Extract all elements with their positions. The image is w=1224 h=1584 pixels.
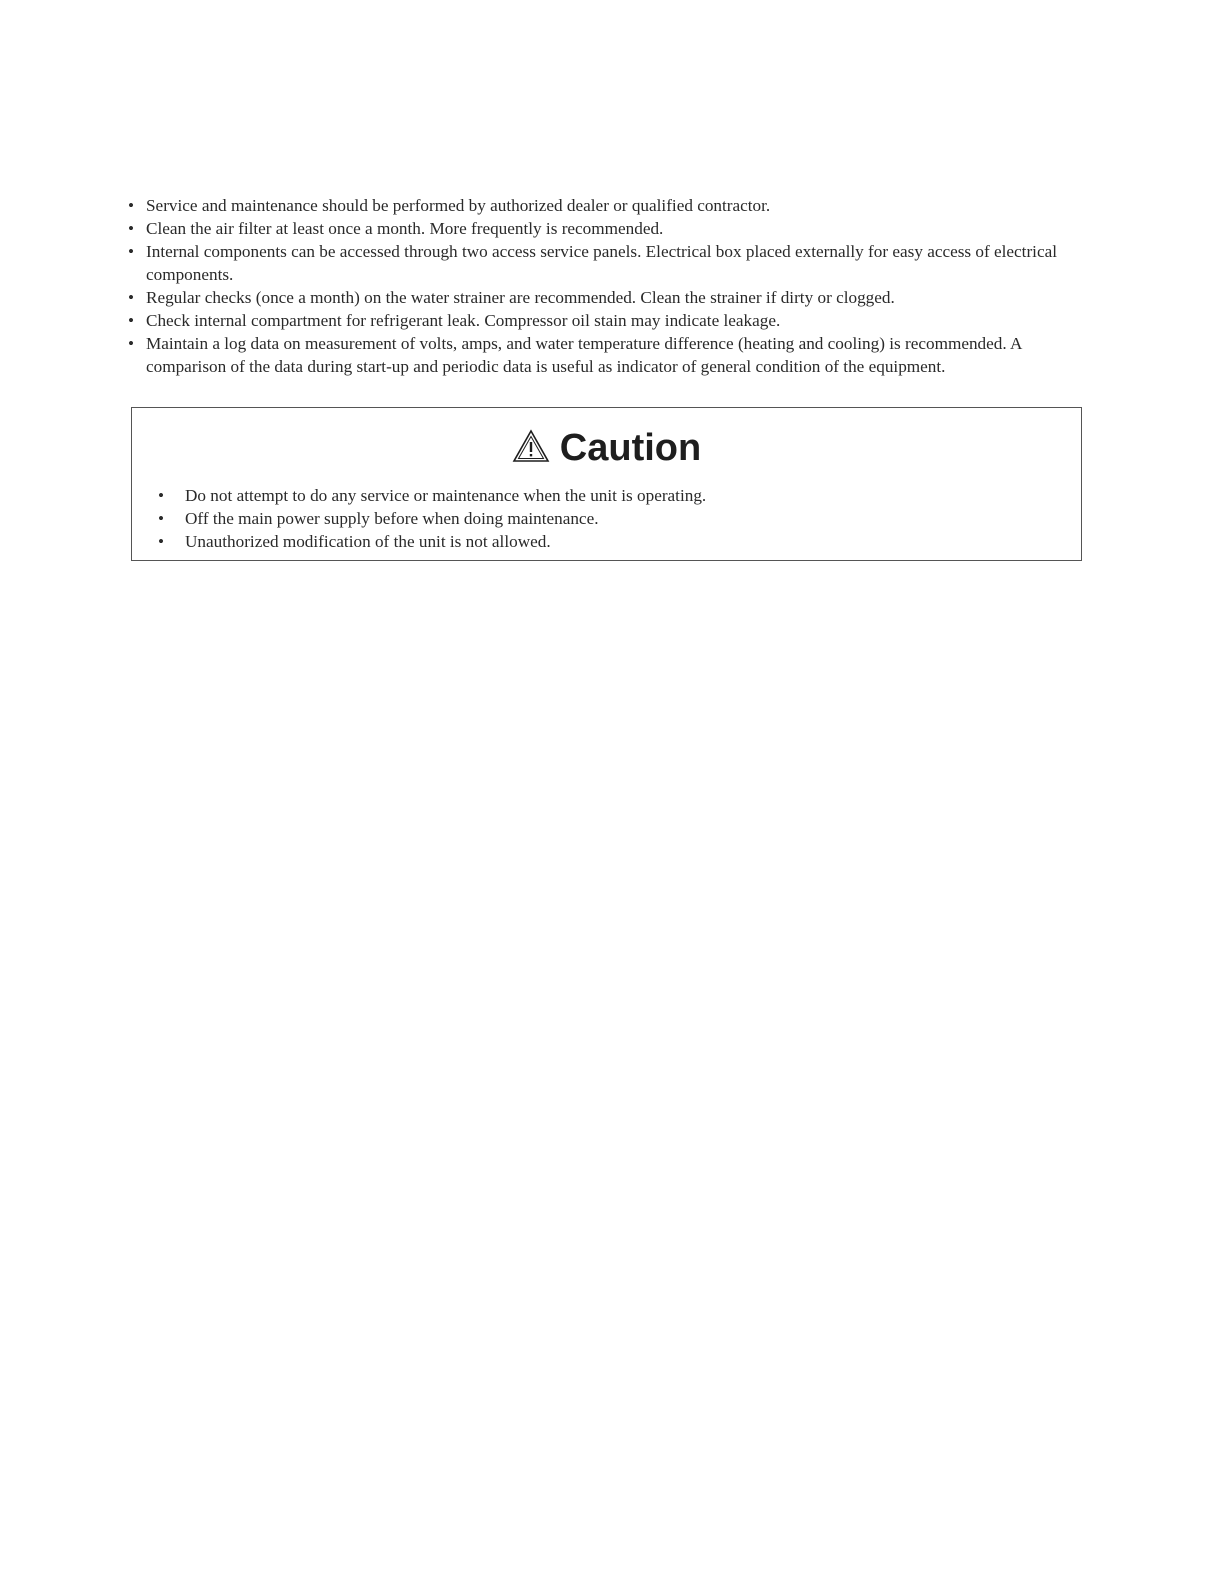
list-item-text: Check internal compartment for refrigerant leak. Compressor oil stain may indicate leakage. bbox=[146, 311, 781, 330]
list-item bbox=[156, 530, 1056, 553]
list-item-text: Unauthorized modification of the unit is not allowed. bbox=[185, 532, 551, 551]
bullet: • bbox=[128, 311, 135, 330]
warning-triangle-icon bbox=[512, 429, 550, 473]
bullet: • bbox=[128, 242, 135, 261]
list-item bbox=[128, 217, 1088, 240]
maintenance-list bbox=[128, 194, 1088, 378]
list-item-text: Off the main power supply before when doing maintenance. bbox=[185, 509, 599, 528]
list-item bbox=[128, 286, 1088, 309]
bullet: • bbox=[128, 334, 135, 353]
caution-box bbox=[131, 407, 1082, 561]
list-item-text: Service and maintenance should be performed by authorized dealer or qualified contractor. bbox=[146, 196, 771, 215]
list-item bbox=[128, 240, 1088, 286]
list-item bbox=[128, 332, 1088, 378]
list-item bbox=[128, 309, 1088, 332]
list-item bbox=[128, 194, 1088, 217]
list-item-text: Maintain a log data on measurement of volts, amps, and water temperature difference (heating and cooling) is recommended. A comparison of the data during start-up and periodic data is useful as indicator of general condition of the equipment. bbox=[146, 334, 1022, 376]
bullet: • bbox=[128, 219, 135, 238]
bullet: • bbox=[128, 196, 135, 215]
list-item bbox=[156, 484, 1056, 507]
caution-heading bbox=[132, 426, 1081, 473]
caution-title: Caution bbox=[559, 427, 702, 469]
caution-list bbox=[156, 484, 1056, 553]
list-item-text: Regular checks (once a month) on the water strainer are recommended. Clean the strainer if dirty or clogged. bbox=[146, 288, 895, 307]
list-item-text: Clean the air filter at least once a month. More frequently is recommended. bbox=[146, 219, 664, 238]
list-item-text: Internal components can be accessed through two access service panels. Electrical box placed externally for easy access of electrical components. bbox=[146, 242, 1057, 284]
list-item-text: Do not attempt to do any service or maintenance when the unit is operating. bbox=[185, 486, 707, 505]
bullet: • bbox=[128, 288, 135, 307]
bullet: • bbox=[158, 486, 165, 505]
bullet: • bbox=[158, 532, 165, 551]
list-item bbox=[156, 507, 1056, 530]
bullet: • bbox=[158, 509, 165, 528]
